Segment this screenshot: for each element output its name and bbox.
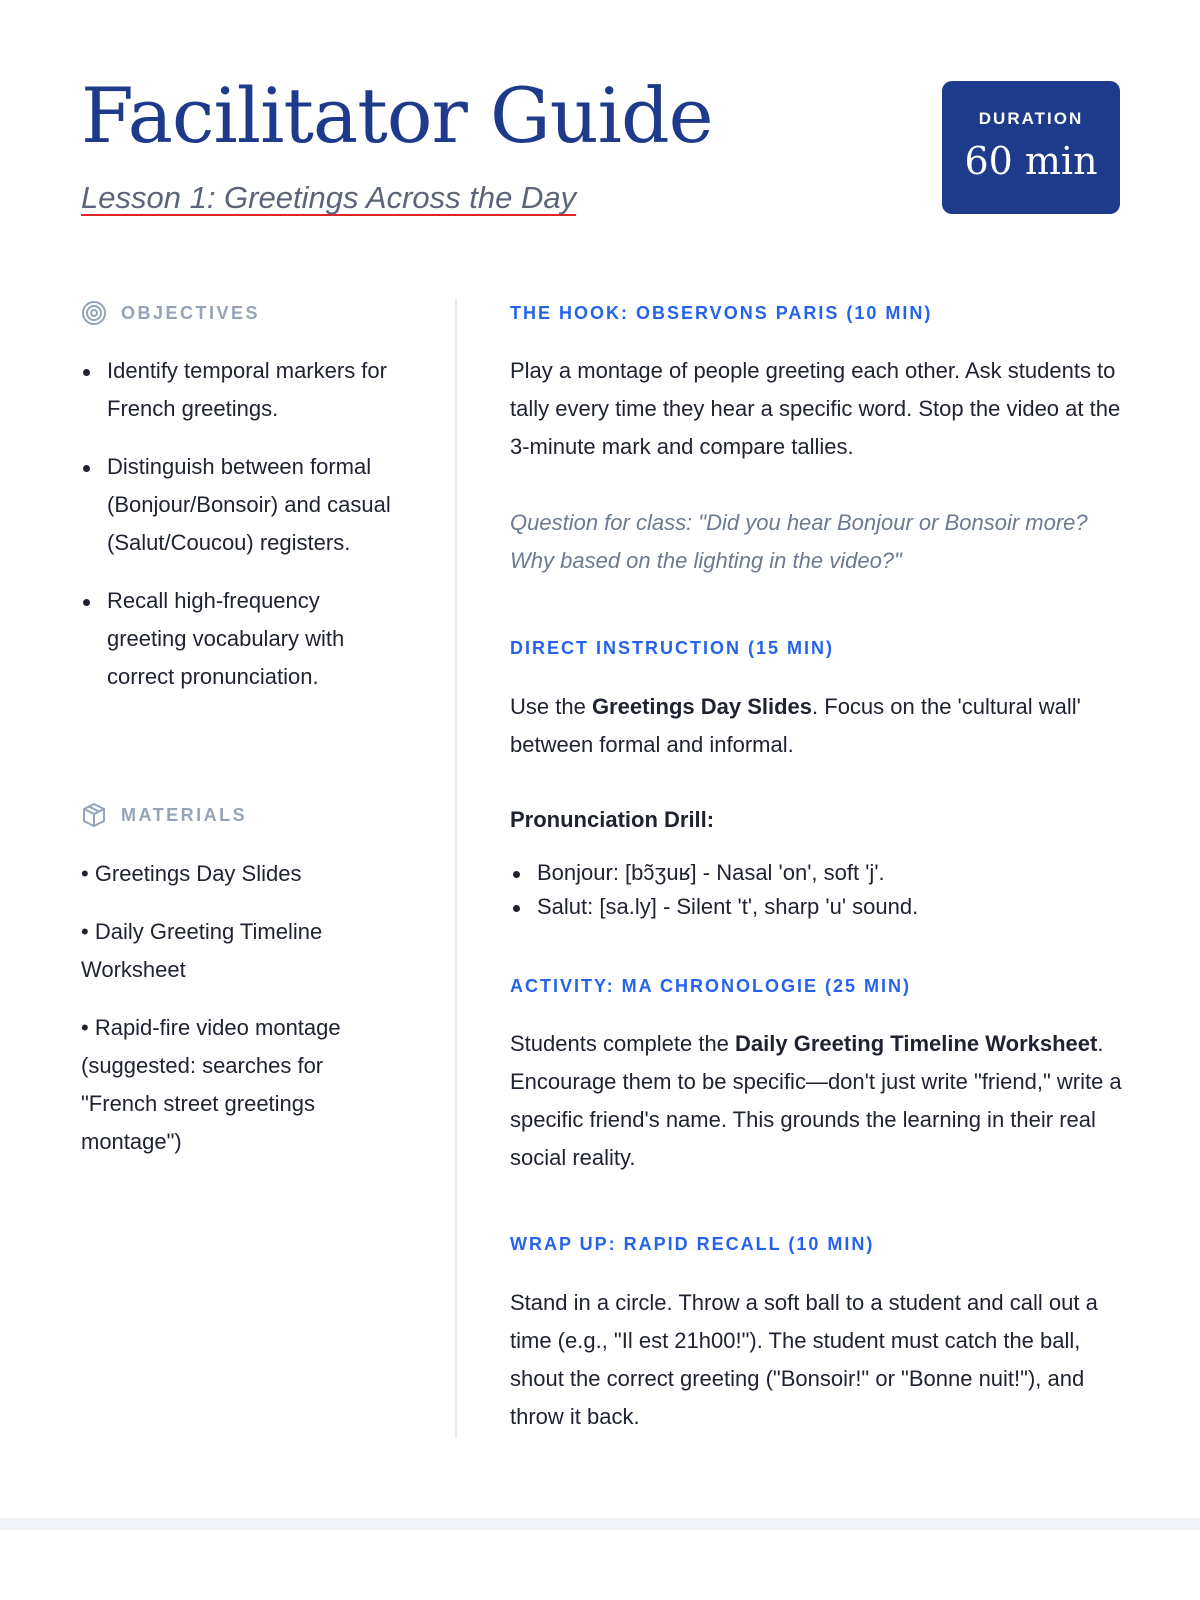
wrapup-body: Stand in a circle. Throw a soft ball to a student and call out a time (e.g., "Il est 21h00!"). The student must catch the ball, shout the correct greeting ("Bonsoir!" or "Bonne nuit!"), and throw it back. xyxy=(510,1290,1098,1429)
list-item: Identify temporal markers for French greetings. xyxy=(81,352,401,428)
hook-body: Play a montage of people greeting each other. Ask students to tally every time they hear a specific word. Stop the video at the 3-minute mark and compare tallies. xyxy=(510,358,1121,459)
materials-list xyxy=(81,855,381,1181)
hook-heading: THE HOOK: OBSERVONS PARIS (10 MIN) xyxy=(510,303,933,323)
objectives-heading-label: OBJECTIVES xyxy=(121,302,261,323)
instruction-body-post: . Focus on the 'cultural wall' between formal and informal. xyxy=(510,694,1081,757)
duration-value: 60 min xyxy=(964,139,1098,183)
objectives-list xyxy=(81,352,401,716)
drill-title: Pronunciation Drill: xyxy=(510,807,715,832)
list-item: Recall high-frequency greeting vocabulary with correct pronunciation. xyxy=(81,582,401,696)
list-item: • Greetings Day Slides xyxy=(81,861,302,886)
list-item: • Daily Greeting Timeline Worksheet xyxy=(81,919,323,982)
activity-body-pre: Students complete the xyxy=(510,1031,736,1056)
instruction-body xyxy=(510,688,1122,764)
hook-question: Question for class: "Did you hear Bonjour or Bonsoir more? Why based on the lighting in the video?" xyxy=(510,510,1088,573)
activity-body xyxy=(510,1025,1122,1177)
box-icon xyxy=(81,802,107,828)
instruction-body-pre: Use the xyxy=(510,694,592,719)
materials-heading xyxy=(81,802,247,828)
activity-body-post: . Encourage them to be specific—don't just write "friend," write a specific friend's name. This grounds the learning in their real social reality. xyxy=(510,1031,1122,1170)
activity-heading: ACTIVITY: MA CHRONOLOGIE (25 MIN) xyxy=(510,976,911,996)
materials-heading-label: MATERIALS xyxy=(121,804,248,825)
wrapup-heading: WRAP UP: RAPID RECALL (10 MIN) xyxy=(510,1234,875,1254)
objectives-heading xyxy=(81,300,260,326)
activity-body-bold: Daily Greeting Timeline Worksheet xyxy=(735,1031,1098,1056)
list-item: Distinguish between formal (Bonjour/Bonsoir) and casual (Salut/Coucou) registers. xyxy=(81,448,401,562)
page-title: Facilitator Guide xyxy=(81,71,713,160)
duration-label: DURATION xyxy=(978,109,1084,128)
list-item: Salut: [sa.ly] - Silent 't', sharp 'u' sound. xyxy=(510,890,918,924)
lesson-subtitle: Lesson 1: Greetings Across the Day xyxy=(81,180,577,215)
target-icon xyxy=(81,300,107,326)
footer-band xyxy=(0,1518,1200,1530)
instruction-body-bold: Greetings Day Slides xyxy=(591,694,813,719)
list-item: • Rapid-fire video montage (suggested: searches for "French street greetings montage") xyxy=(81,1015,341,1154)
duration-badge xyxy=(942,81,1120,214)
drill-list xyxy=(510,856,918,924)
list-item: Bonjour: [bɔ̃ʒuʁ] - Nasal 'on', soft 'j'. xyxy=(510,856,918,890)
column-divider xyxy=(455,300,457,1438)
instruction-heading: DIRECT INSTRUCTION (15 MIN) xyxy=(510,638,834,658)
